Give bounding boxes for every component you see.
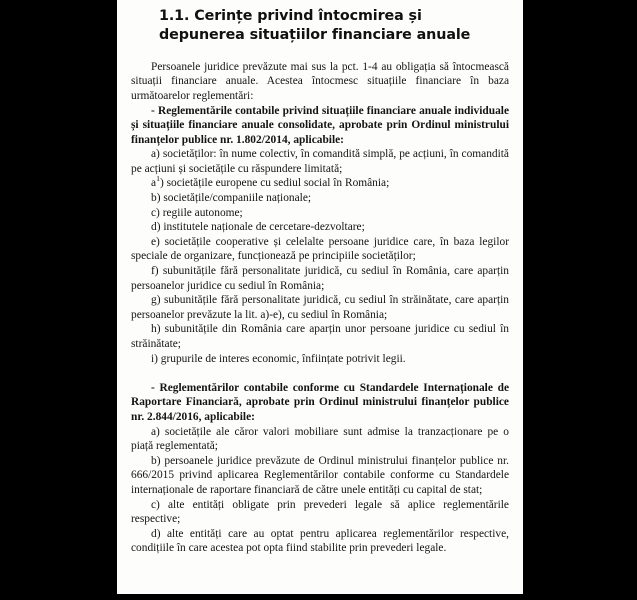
paragraph-item-b: b) societățile/companiile naționale;	[151, 192, 312, 205]
paragraph-item-c: c) regiile autonome;	[151, 206, 243, 219]
paragraph-ifrs-item-c: c) alte entități obligate prin prevederi legale să aplice reglementările respective;	[131, 498, 509, 526]
paragraph-ifrs-item-d: d) alte entități care au optat pentru aplicarea reglementărilor respective, condițiile în care acestea pot opta fiind stabilite prin prevederi legale.	[131, 527, 509, 555]
paragraph-reg-2844-2016-lead: - Reglementărilor contabile conforme cu Standardele Internaționale de Raportare Financiară, aprobate prin Ordinul ministrului finanțelor publice nr. 2.844/2016, aplicabile:	[131, 381, 509, 423]
paragraph-ifrs-item-b: b) persoanele juridice prevăzute de Ordinul ministrului finanțelor publice nr. 666/2015 privind aplicarea Reglementărilor contabile conforme cu Standardele internaționale de raportare financiară de către unele entități cu capital de stat;	[131, 454, 509, 496]
paragraph-item-d: d) institutele naționale de cercetare-dezvoltare;	[151, 221, 365, 234]
paragraph-ifrs-item-a: a) societățile ale căror valori mobiliare sunt admise la tranzacționare pe o piață reglementată;	[131, 425, 509, 453]
paragraph-spacer	[131, 366, 509, 381]
paragraph-item-a1: $a^1$) societățile europene cu sediul social în România;	[151, 174, 390, 190]
scan-border-right	[523, 0, 637, 600]
page-title: 1.1. Cerințe privind întocmirea și depunerea situațiilor financiare anuale	[159, 8, 471, 43]
paragraph-item-a: a) societăților: în nume colectiv, în comandită simplă, pe acțiuni, în comandită pe acțiuni și societățile cu răspundere limitată;	[131, 148, 509, 175]
paragraph-item-f: f) subunitățile fără personalitate juridică, cu sediul în România, care aparțin persoanelor juridice cu sediul în România;	[131, 265, 509, 292]
scan-border-left	[0, 0, 117, 600]
paragraph-item-i: i) grupurile de interes economic, înființate potrivit legii.	[151, 352, 406, 365]
paragraph-intro: Persoanele juridice prevăzute mai sus la pct. 1-4 au obligația să întocmească situații financiare anuale. Acestea întocmesc situațiile financiare în baza următoarelor reglementări:	[131, 60, 509, 102]
paragraph-reg-1802-2014-lead: - Reglementările contabile privind situațiile financiare anuale individuale și situațiile financiare anuale consolidate, aprobate prin Ordinul ministrului finanțelor publice nr. 1.802/2014, aplicabile:	[131, 104, 509, 146]
document-body	[129, 60, 511, 556]
paragraph-item-g: g) subunitățile fără personalitate juridică, cu sediul în străinătate, care aparțin persoanelor prevăzute la lit. a)-e), cu sediul în România;	[131, 294, 509, 321]
paragraph-item-h: h) subunitățile din România care aparțin unor persoane juridice cu sediul în străinătate;	[131, 323, 509, 350]
paragraph-item-e: e) societățile cooperative și celelalte persoane juridice care, în baza legilor speciale de organizare, funcționează pe principiile societăților;	[131, 235, 509, 263]
scan-border-bottom	[0, 594, 637, 600]
document-page	[117, 0, 523, 594]
